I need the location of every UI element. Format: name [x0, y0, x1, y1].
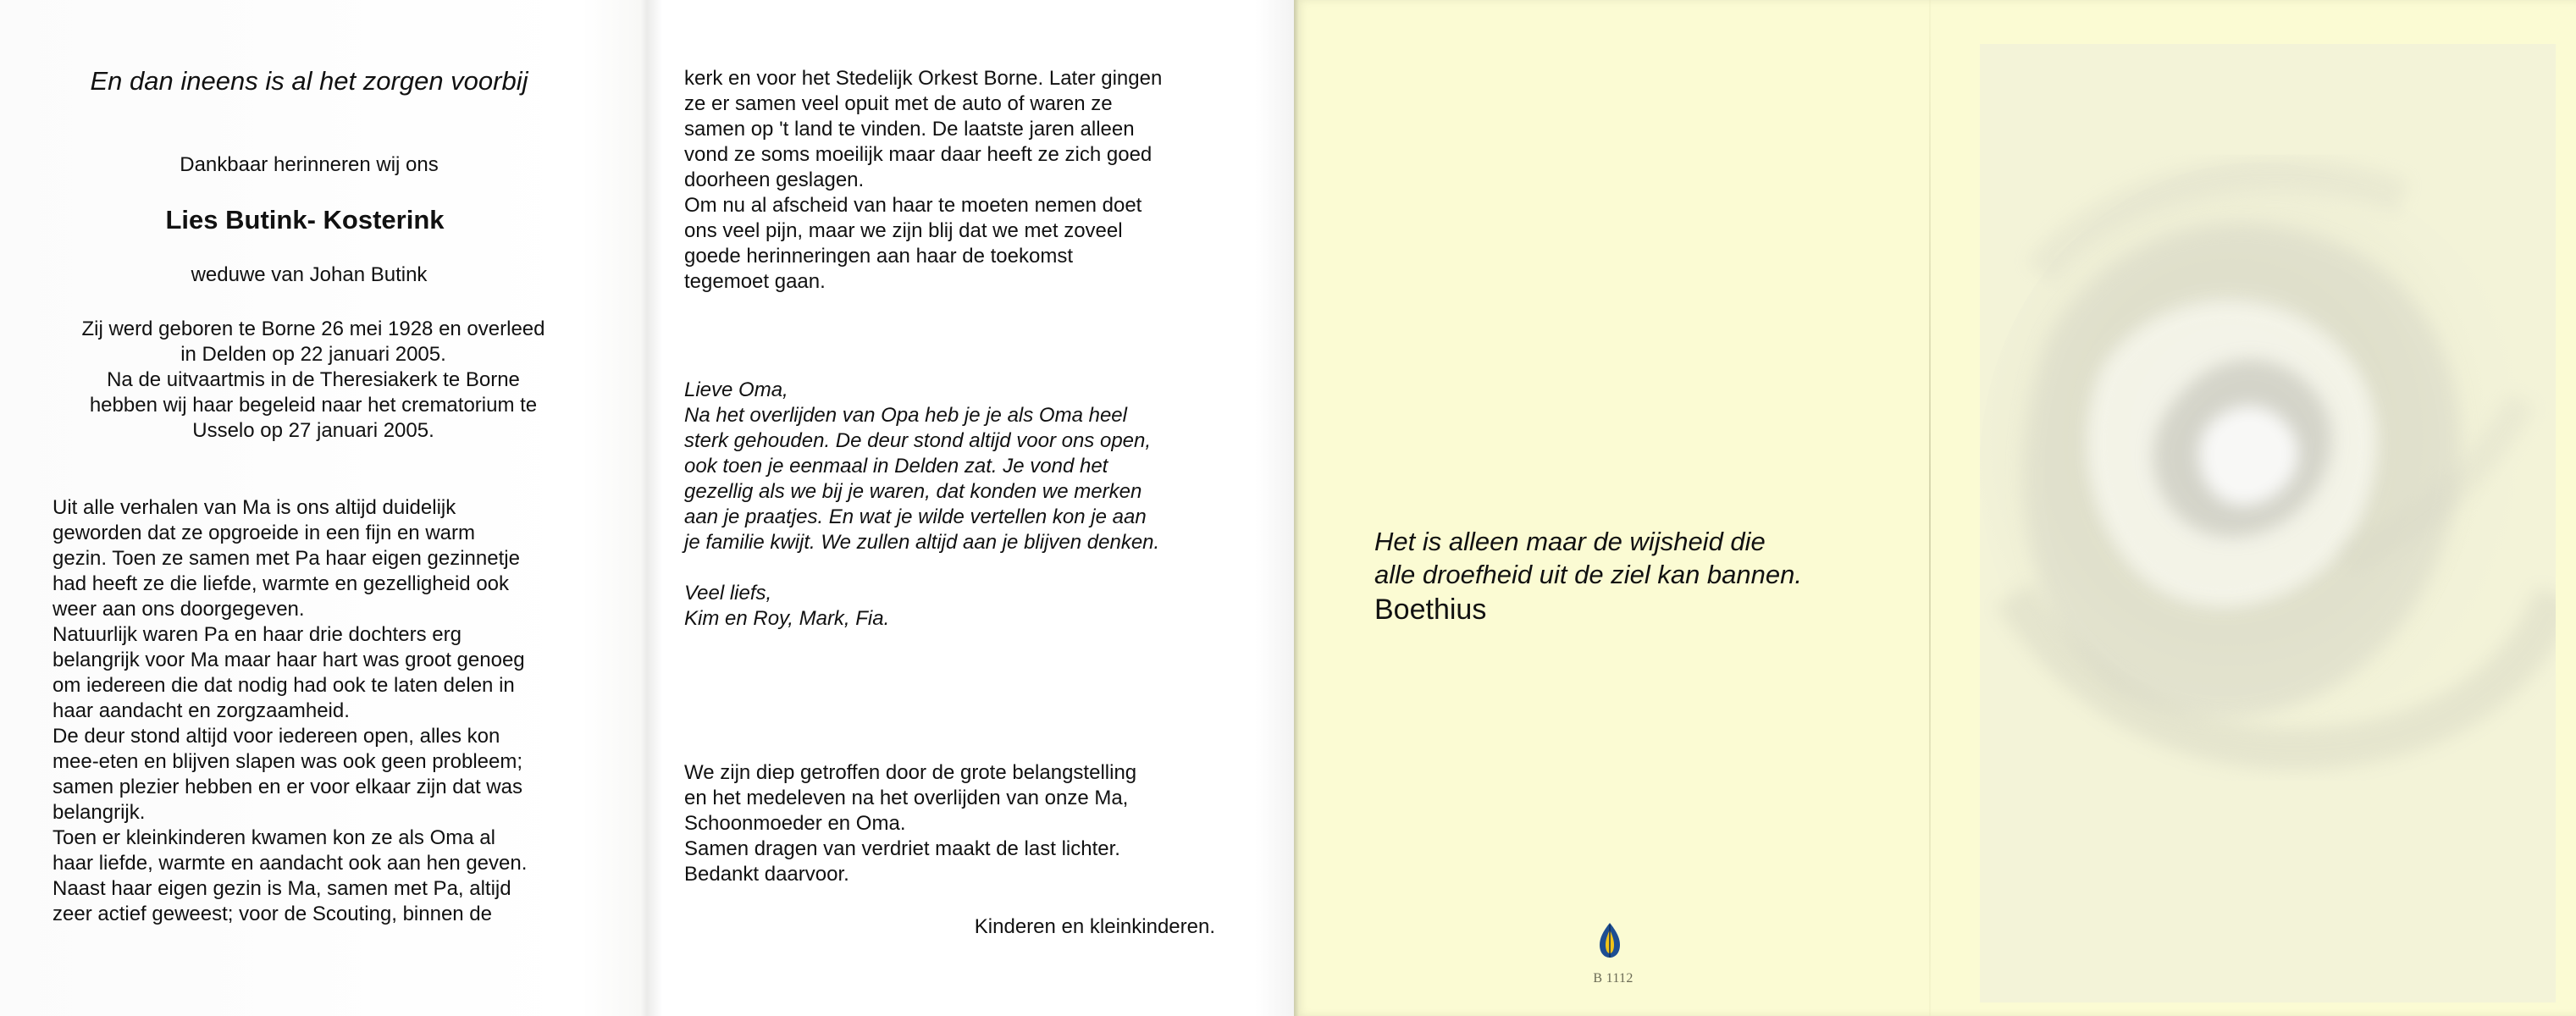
widow-subline: weduwe van Johan Butink [191, 263, 428, 286]
biography-text: Uit alle verhalen van Ma is ons altijd duidelijk geworden dat ze opgroeide in een fijn en warm gezin. Toen ze samen met Pa haar eigen gezinnetje had heeft ze die liefde, warmte en gezelligheid ook weer aan ons doorgegeven. Natuurlijk waren Pa en haar drie dochters erg belangrijk voor Ma maar haar hart was groot genoeg om iedereen die dat nodig had ook te laten delen in haar aandacht en zorgzaamheid. De deur stond altijd voor iedereen open, alles kon mee-eten en blijven slapen was ook geen probleem; samen plezier hebben en er voor elkaar zijn dat was belangrijk. Toen er kleinkinderen kwamen kon ze als Oma al haar liefde, warmte en aandacht ook aan hen geven. Naast haar eigen gezin is Ma, samen met Pa, altijd zeer actief geweest; voor de Scouting, binnen de [53, 496, 528, 925]
yellow-fold-line [1929, 0, 1931, 1016]
sheet-shadow-edge [1294, 0, 1299, 1016]
yellow-card-sheet [1294, 0, 2576, 1016]
signoff-text: Kinderen en kleinkinderen. [974, 915, 1215, 938]
card-headline: En dan ineens is al het zorgen voorbij [90, 66, 528, 96]
quote-author: Boethius [1374, 594, 1487, 626]
biography-continuation-text: kerk en voor het Stedelijk Orkest Borne. Later gingen ze er samen veel opuit met de auto of waren ze samen op 't land te vinden. De laatste jaren alleen vond ze soms moeilijk maar daar heeft ze zich goed doorheen geslagen. Om nu al afscheid van haar te moeten nemen doet ons veel pijn, maar we zijn blij dat we met zoveel goede herinneringen aan haar de toekomst tegemoet gaan. [684, 67, 1163, 293]
rose-photo-icon [1980, 44, 2556, 1002]
card-code: B 1112 [1593, 971, 1633, 986]
quote-text: Het is alleen maar de wijsheid die alle droefheid uit de ziel kan bannen. [1374, 527, 1802, 589]
birth-death-text: Zij werd geboren te Borne 26 mei 1928 en overleed in Delden op 22 januari 2005. Na de uitvaartmis in de Theresiakerk te Borne hebben wij haar begeleid naar het crematorium te Usselo op 27 januari 2005. [81, 318, 545, 442]
deceased-name: Lies Butink- Kosterink [165, 205, 445, 235]
thanks-message: We zijn diep getroffen door de grote belangstelling en het medeleven na het overlijden van onze Ma, Schoonmoeder en Oma. Samen dragen van verdriet maakt de last lichter. Bedankt daarvoor. [684, 761, 1137, 886]
flame-drop-icon [1595, 921, 1624, 960]
rose-photo-panel [1980, 44, 2556, 1002]
grandchildren-message: Lieve Oma, Na het overlijden van Opa heb je je als Oma heel sterk gehouden. De deur stond altijd voor ons open, ook toen je eenmaal in Delden zat. Je vond het gezellig als we bij je waren, dat konden we merken aan je praatjes. En wat je wilde vertellen kon je aan je familie kwijt. We zullen altijd aan je blijven denken. Veel liefs, Kim en Roy, Mark, Fia. [684, 378, 1160, 630]
intro-label: Dankbaar herinneren wij ons [180, 153, 439, 176]
